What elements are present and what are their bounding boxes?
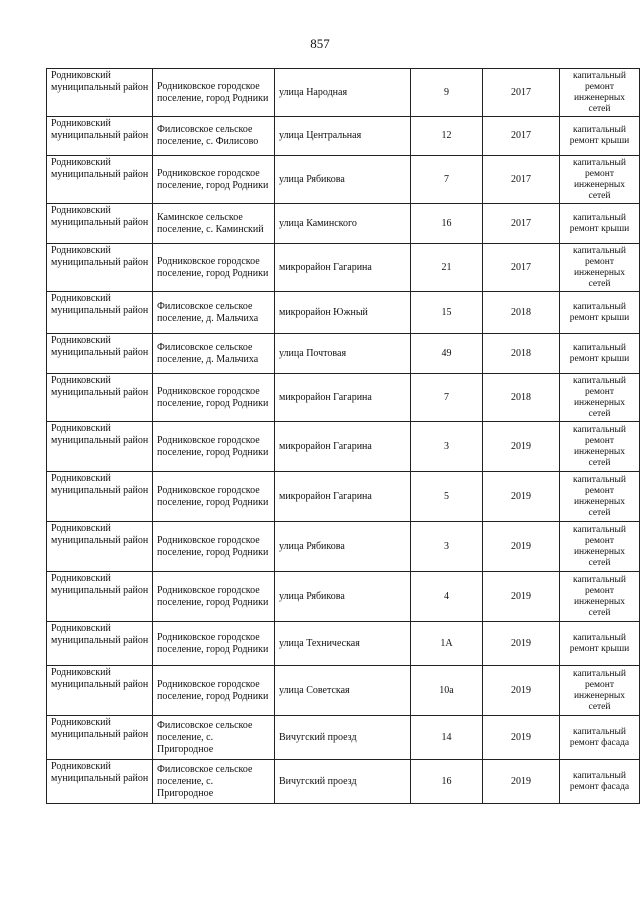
housing-repair-table (46, 68, 640, 804)
district-cell: Родниковский муниципальный район (47, 666, 153, 716)
district-cell: Родниковский муниципальный район (47, 422, 153, 472)
work-type-cell: капитальный ремонт инженерных сетей (560, 522, 640, 572)
house-number-cell: 16 (411, 204, 483, 244)
page-number: 857 (310, 36, 330, 51)
work-type-cell: капитальный ремонт крыши (560, 117, 640, 156)
street-cell: микрорайон Гагарина (275, 422, 411, 472)
district-cell: Родниковский муниципальный район (47, 472, 153, 522)
house-number-cell: 15 (411, 292, 483, 334)
house-number-cell: 14 (411, 716, 483, 760)
year-cell: 2019 (483, 622, 560, 666)
house-number-cell: 5 (411, 472, 483, 522)
settlement-cell: Филисовское сельское поселение, с. Пригородное (153, 760, 275, 804)
street-cell: улица Рябикова (275, 522, 411, 572)
year-cell: 2019 (483, 472, 560, 522)
table-row (47, 244, 640, 292)
settlement-cell: Филисовское сельское поселение, д. Мальчиха (153, 334, 275, 374)
year-cell: 2017 (483, 69, 560, 117)
table-row (47, 716, 640, 760)
street-cell: улица Почтовая (275, 334, 411, 374)
street-cell: микрорайон Гагарина (275, 472, 411, 522)
house-number-cell: 4 (411, 572, 483, 622)
house-number-cell: 7 (411, 374, 483, 422)
work-type-cell: капитальный ремонт инженерных сетей (560, 69, 640, 117)
street-cell: улица Каминского (275, 204, 411, 244)
work-type-cell: капитальный ремонт фасада (560, 760, 640, 804)
house-number-cell: 21 (411, 244, 483, 292)
year-cell: 2019 (483, 522, 560, 572)
district-cell: Родниковский муниципальный район (47, 244, 153, 292)
district-cell: Родниковский муниципальный район (47, 69, 153, 117)
house-number-cell: 3 (411, 522, 483, 572)
table-row (47, 622, 640, 666)
work-type-cell: капитальный ремонт инженерных сетей (560, 472, 640, 522)
year-cell: 2019 (483, 572, 560, 622)
work-type-cell: капитальный ремонт инженерных сетей (560, 422, 640, 472)
table-row (47, 572, 640, 622)
table-row (47, 292, 640, 334)
street-cell: улица Техническая (275, 622, 411, 666)
work-type-cell: капитальный ремонт фасада (560, 716, 640, 760)
table-row (47, 522, 640, 572)
work-type-cell: капитальный ремонт крыши (560, 204, 640, 244)
district-cell: Родниковский муниципальный район (47, 204, 153, 244)
district-cell: Родниковский муниципальный район (47, 117, 153, 156)
street-cell: микрорайон Гагарина (275, 374, 411, 422)
table-row (47, 117, 640, 156)
house-number-cell: 49 (411, 334, 483, 374)
house-number-cell: 12 (411, 117, 483, 156)
street-cell: микрорайон Южный (275, 292, 411, 334)
year-cell: 2018 (483, 374, 560, 422)
work-type-cell: капитальный ремонт инженерных сетей (560, 156, 640, 204)
district-cell: Родниковский муниципальный район (47, 156, 153, 204)
settlement-cell: Родниковское городское поселение, город Родники (153, 244, 275, 292)
district-cell: Родниковский муниципальный район (47, 374, 153, 422)
house-number-cell: 16 (411, 760, 483, 804)
district-cell: Родниковский муниципальный район (47, 716, 153, 760)
table-row (47, 666, 640, 716)
house-number-cell: 1А (411, 622, 483, 666)
district-cell: Родниковский муниципальный район (47, 292, 153, 334)
table-row (47, 422, 640, 472)
settlement-cell: Родниковское городское поселение, город Родники (153, 374, 275, 422)
settlement-cell: Родниковское городское поселение, город Родники (153, 422, 275, 472)
table-row (47, 472, 640, 522)
settlement-cell: Родниковское городское поселение, город Родники (153, 156, 275, 204)
table-row (47, 334, 640, 374)
work-type-cell: капитальный ремонт инженерных сетей (560, 666, 640, 716)
table-row (47, 156, 640, 204)
year-cell: 2019 (483, 716, 560, 760)
work-type-cell: капитальный ремонт инженерных сетей (560, 374, 640, 422)
settlement-cell: Филисовское сельское поселение, с. Пригородное (153, 716, 275, 760)
settlement-cell: Филисовское сельское поселение, с. Филисово (153, 117, 275, 156)
year-cell: 2017 (483, 117, 560, 156)
street-cell: улица Народная (275, 69, 411, 117)
district-cell: Родниковский муниципальный район (47, 760, 153, 804)
table-row (47, 204, 640, 244)
year-cell: 2018 (483, 334, 560, 374)
work-type-cell: капитальный ремонт инженерных сетей (560, 572, 640, 622)
street-cell: улица Центральная (275, 117, 411, 156)
house-number-cell: 10а (411, 666, 483, 716)
street-cell: улица Советская (275, 666, 411, 716)
district-cell: Родниковский муниципальный район (47, 572, 153, 622)
year-cell: 2019 (483, 666, 560, 716)
year-cell: 2019 (483, 760, 560, 804)
street-cell: Вичугский проезд (275, 716, 411, 760)
table-row (47, 760, 640, 804)
year-cell: 2017 (483, 156, 560, 204)
district-cell: Родниковский муниципальный район (47, 334, 153, 374)
year-cell: 2017 (483, 244, 560, 292)
year-cell: 2018 (483, 292, 560, 334)
work-type-cell: капитальный ремонт инженерных сетей (560, 244, 640, 292)
house-number-cell: 9 (411, 69, 483, 117)
table-row (47, 69, 640, 117)
district-cell: Родниковский муниципальный район (47, 622, 153, 666)
settlement-cell: Каминское сельское поселение, с. Каминский (153, 204, 275, 244)
year-cell: 2019 (483, 422, 560, 472)
settlement-cell: Родниковское городское поселение, город Родники (153, 522, 275, 572)
work-type-cell: капитальный ремонт крыши (560, 622, 640, 666)
work-type-cell: капитальный ремонт крыши (560, 292, 640, 334)
table-row (47, 374, 640, 422)
house-number-cell: 3 (411, 422, 483, 472)
settlement-cell: Родниковское городское поселение, город Родники (153, 472, 275, 522)
settlement-cell: Родниковское городское поселение, город Родники (153, 622, 275, 666)
settlement-cell: Родниковское городское поселение, город Родники (153, 69, 275, 117)
work-type-cell: капитальный ремонт крыши (560, 334, 640, 374)
settlement-cell: Родниковское городское поселение, город Родники (153, 572, 275, 622)
street-cell: Вичугский проезд (275, 760, 411, 804)
table-body (47, 69, 640, 804)
district-cell: Родниковский муниципальный район (47, 522, 153, 572)
street-cell: улица Рябикова (275, 156, 411, 204)
settlement-cell: Родниковское городское поселение, город Родники (153, 666, 275, 716)
street-cell: микрорайон Гагарина (275, 244, 411, 292)
street-cell: улица Рябикова (275, 572, 411, 622)
settlement-cell: Филисовское сельское поселение, д. Мальчиха (153, 292, 275, 334)
year-cell: 2017 (483, 204, 560, 244)
house-number-cell: 7 (411, 156, 483, 204)
